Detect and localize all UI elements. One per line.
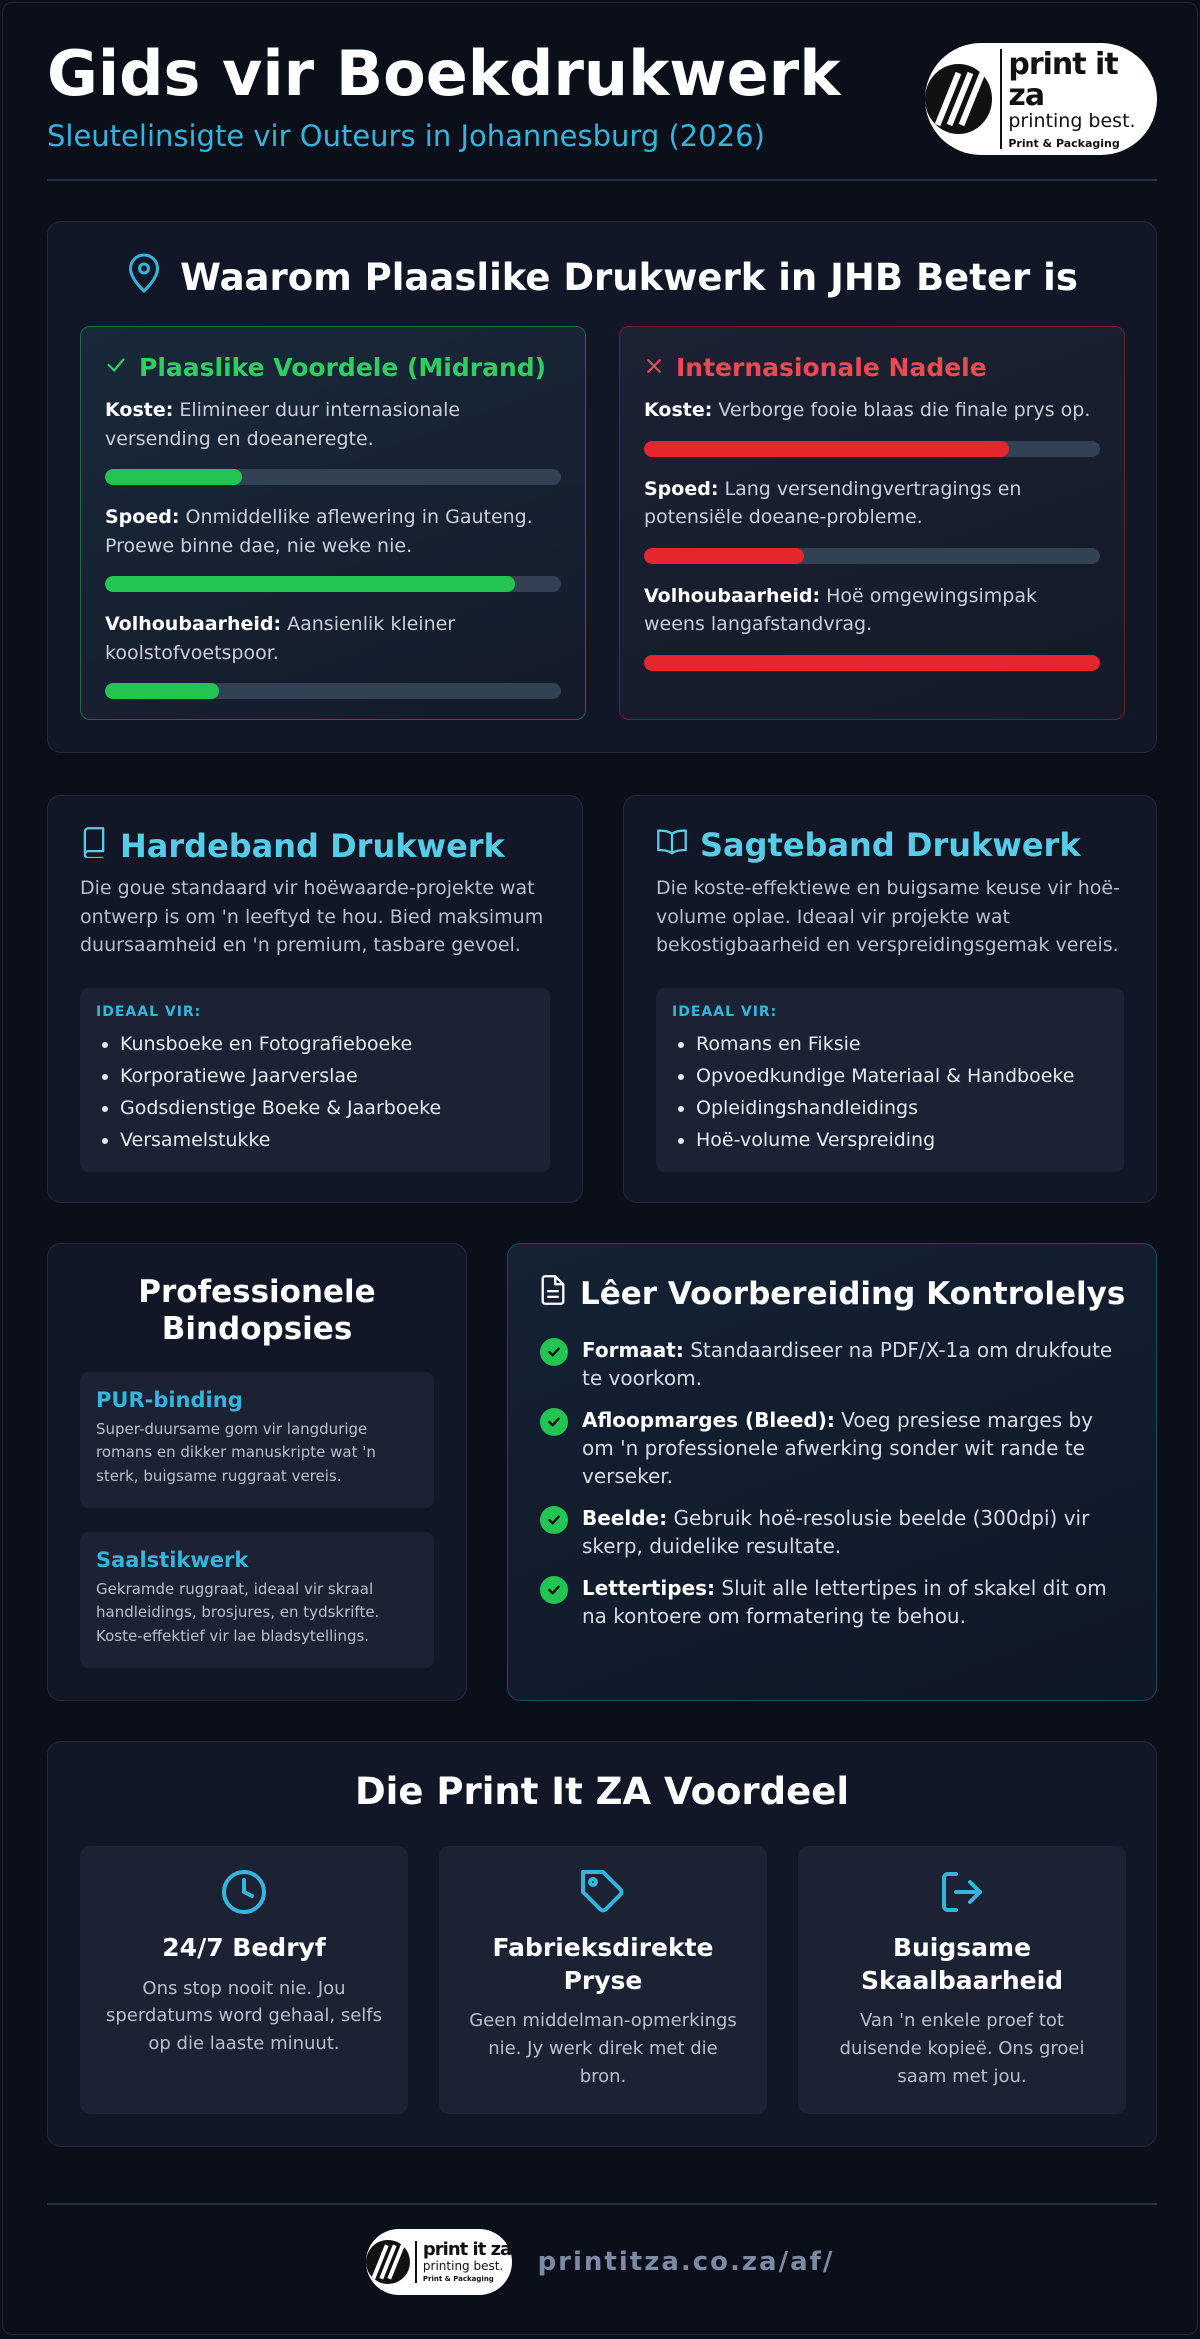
advantage-item — [80, 1846, 408, 2114]
checklist-item: Beelde: Gebruik hoë-resolusie beelde (300dpi) vir skerp, duidelike resultate. — [540, 1504, 1120, 1560]
disadvantage-item: Spoed: Lang versendingvertragings en potensiële doeane-probleme. — [644, 477, 1022, 528]
list-item: • Korporatiewe Jaarverslae — [120, 1060, 534, 1092]
advantage-name: Buigsame Skaalbaarheid — [860, 1933, 1064, 1995]
paperback-card — [623, 795, 1157, 1203]
binding-option-name: PUR-binding — [96, 1388, 243, 1412]
advantage-item: Koste: Elimineer duur internasionale versending en doeaneregte. — [105, 399, 461, 450]
advantage-title: Die Print It ZA Voordeel — [354, 1770, 850, 1813]
advantage-item — [798, 1846, 1126, 2114]
check-icon — [105, 353, 127, 382]
logo-line-3: Print & Packaging — [1008, 136, 1120, 150]
page-title: Gids vir Boekdrukwerk — [47, 37, 841, 110]
page-subtitle: Sleutelinsigte vir Outeurs in Johannesburg (2026) — [47, 119, 765, 153]
bar-fill — [105, 683, 219, 699]
advantage-name: Fabrieksdirekte Pryse — [492, 1933, 714, 1995]
binding-option-description: Gekramde ruggraat, ideaal vir skraal handleidings, brosjures, en tydskrifte. Koste-effektief vir lae bladsytellings. — [96, 1580, 380, 1645]
local-advantages-panel — [80, 326, 586, 720]
paperback-ideal-box — [656, 988, 1124, 1172]
brand-logo — [925, 43, 1157, 155]
logo-line-1: print it za — [422, 2239, 512, 2261]
advantage-description: Geen middelman-opmerkings nie. Jy werk direk met die bron. — [469, 2010, 737, 2087]
list-item: • Opleidingshandleidings — [696, 1092, 1108, 1124]
open-book-icon — [656, 826, 688, 864]
hardcover-title: Hardeband Drukwerk — [120, 827, 505, 865]
disadvantage-item: Koste: Verborge fooie blaas die finale prys op. — [644, 399, 1091, 421]
logo-mark-icon — [925, 64, 992, 134]
local-section-title: Waarom Plaaslike Drukwerk in JHB Beter is — [180, 256, 1078, 299]
advantages-heading: Plaaslike Voordele (Midrand) — [139, 353, 547, 382]
paperback-title: Sagteband Drukwerk — [700, 826, 1081, 864]
binding-option-description: Super-duursame gom vir langdurige romans en dikker manuskripte wat 'n sterk, buigsame ruggraat vereis. — [96, 1420, 376, 1485]
disadvantage-bar — [644, 655, 1100, 671]
bar-fill — [105, 576, 515, 592]
list-item: • Hoë-volume Verspreiding — [696, 1124, 1108, 1156]
infographic-page — [2, 2, 1198, 2335]
binding-option — [80, 1372, 434, 1508]
advantage-bar — [105, 576, 561, 592]
hardcover-description: Die goue standaard vir hoëwaarde-projekte wat ontwerp is om 'n leeftyd te hou. Bied maksimum duursaamheid en 'n premium, tasbare gevoel. — [80, 877, 544, 956]
bar-fill — [644, 655, 1100, 671]
check-circle-icon — [540, 1408, 568, 1436]
exit-arrow-icon — [822, 1868, 1102, 1918]
check-circle-icon — [540, 1506, 568, 1534]
advantage-bar — [105, 683, 561, 699]
ideal-list — [672, 1028, 1108, 1156]
disadvantages-heading: Internasionale Nadele — [676, 353, 987, 382]
ideal-label: IDEAAL VIR: — [96, 1004, 202, 1020]
checklist-item: Lettertipes: Sluit alle lettertipes in of skakel dit om na kontoere om formatering te behou. — [540, 1574, 1120, 1630]
list-item: • Opvoedkundige Materiaal & Handboeke — [696, 1060, 1108, 1092]
checklist-title: Lêer Voorbereiding Kontrolelys — [580, 1276, 1126, 1312]
advantage-description: Ons stop nooit nie. Jou sperdatums word gehaal, selfs op die laaste minuut. — [105, 1977, 383, 2055]
hardcover-ideal-box — [80, 988, 550, 1172]
logo-line-3: Print & Packaging — [422, 2274, 494, 2283]
advantage-name: 24/7 Bedryf — [162, 1933, 326, 1962]
checklist-items — [540, 1336, 1120, 1644]
logo-line-2: printing best. — [1008, 109, 1136, 132]
logo-line-2: printing best. — [422, 2258, 504, 2273]
advantage-description: Van 'n enkele proef tot duisende kopieë. Ons groei saam met jou. — [839, 2010, 1085, 2087]
book-icon — [80, 826, 108, 866]
list-item: • Versamelstukke — [120, 1124, 534, 1156]
list-item: • Kunsboeke en Fotografieboeke — [120, 1028, 534, 1060]
list-item: • Godsdienstige Boeke & Jaarboeke — [120, 1092, 534, 1124]
binding-option-name: Saalstikwerk — [96, 1548, 249, 1572]
advantage-bar — [105, 469, 561, 485]
disadvantage-bar — [644, 548, 1100, 564]
bar-fill — [105, 469, 242, 485]
print-it-za-advantage — [47, 1741, 1157, 2147]
international-disadvantages-panel — [619, 326, 1125, 720]
check-circle-icon — [540, 1576, 568, 1604]
paperback-description: Die koste-effektiewe en buigsame keuse vir hoë-volume oplae. Ideaal vir projekte wat bekostigbaarheid en verspreidingsgemak vereis. — [656, 877, 1120, 956]
bar-fill — [644, 441, 1009, 457]
advantage-item: Volhoubaarheid: Aansienlik kleiner koolstofvoetspoor. — [105, 613, 456, 664]
header-divider — [47, 179, 1157, 181]
clock-icon — [104, 1868, 384, 1918]
website-link[interactable]: printitza.co.za/af/ — [537, 2247, 835, 2277]
footer-divider — [47, 2203, 1157, 2205]
list-item: • Romans en Fiksie — [696, 1028, 1108, 1060]
logo-line-1: print it za — [1008, 46, 1118, 114]
bar-fill — [644, 548, 804, 564]
disadvantage-bar — [644, 441, 1100, 457]
local-printing-section — [47, 221, 1157, 753]
hardcover-card — [47, 795, 583, 1203]
ideal-label: IDEAAL VIR: — [672, 1004, 778, 1020]
disadvantage-item: Volhoubaarheid: Hoë omgewingsimpak weens langafstandvrag. — [644, 584, 1037, 635]
check-circle-icon — [540, 1338, 568, 1366]
binding-title: Professionele Bindopsies — [138, 1274, 376, 1348]
checklist-item: Formaat: Standaardiseer na PDF/X-1a om drukfoute te voorkom. — [540, 1336, 1120, 1392]
logo-mark-icon — [366, 2240, 410, 2284]
x-icon — [644, 353, 664, 382]
advantage-item: Spoed: Onmiddellike aflewering in Gauteng. Proewe binne dae, nie weke nie. — [105, 506, 533, 557]
header — [47, 37, 1157, 163]
footer-logo — [366, 2229, 512, 2295]
document-icon — [540, 1274, 566, 1314]
binding-option — [80, 1532, 434, 1668]
advantage-item — [439, 1846, 767, 2114]
map-pin-icon — [126, 252, 162, 303]
ideal-list — [96, 1028, 534, 1156]
tag-icon — [463, 1868, 743, 1918]
binding-card — [47, 1243, 467, 1701]
file-prep-checklist — [507, 1243, 1157, 1701]
checklist-item: Afloopmarges (Bleed): Voeg presiese marges by om 'n professionele afwerking sonder wit rande te verseker. — [540, 1406, 1120, 1490]
footer — [3, 2229, 1197, 2295]
